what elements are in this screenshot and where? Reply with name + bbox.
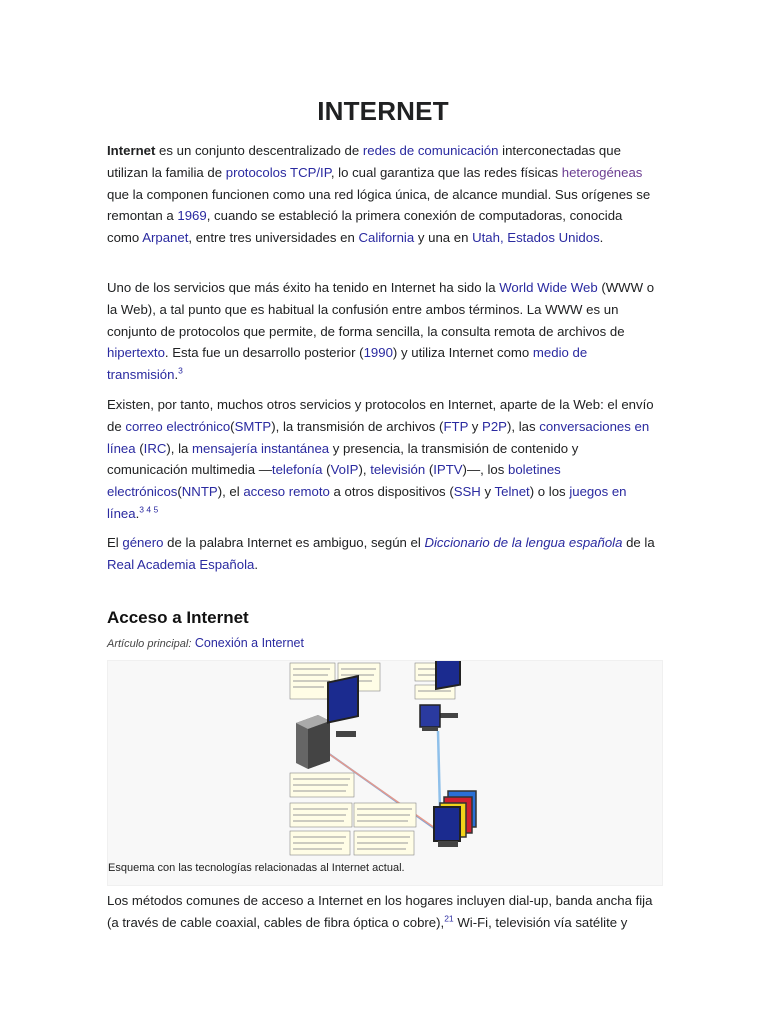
link-redes-de-comunicacion[interactable]: redes de comunicación <box>362 143 499 158</box>
monitor-icon <box>436 661 460 689</box>
link-telnet[interactable]: Telnet <box>494 484 530 500</box>
paragraph-services: Existen, por tanto, muchos otros servicios y protocolos en Internet, aparte de la Web: el envío de correo electrónico(SMTP), la transmisión de archivos (FTP y P2P), las conversaciones en línea (IRC), la mensajería instantánea y presencia, la transmisión de contenido y comunicación multimedia —telefonía (VoIP), televisión (IPTV)—, los boletines electrónicos(NNTP), el acceso remoto a otros dispositivos (SSH y Telnet) o los juegos en línea.$^{3 4 5}$ <box>107 397 654 521</box>
section-heading: Acceso a Internet <box>107 608 249 627</box>
link-television[interactable]: televisión <box>370 462 426 478</box>
link-correo-electronico[interactable]: correo electrónico <box>125 418 231 434</box>
paragraph-genero: El género de la palabra Internet es ambiguo, según el Diccionario de la lengua española de la Real Academia Española. <box>107 535 655 572</box>
link-arpanet[interactable]: Arpanet <box>142 230 189 246</box>
link-ssh[interactable]: SSH <box>453 484 481 500</box>
paragraph-access-methods: Los métodos comunes de acceso a Internet en los hogares incluyen dial-up, banda ancha fija (a través de cable coaxial, cables de fibra óptica o cobre),$^{21}$ Wi-Fi, televisión vía satélite y <box>107 893 653 930</box>
link-p2p[interactable]: P2P <box>482 418 507 434</box>
main-article-note: Artículo principal: Conexión a Internet <box>107 636 304 650</box>
link-medio-de-transmision[interactable]: medio de transmisión <box>107 345 588 383</box>
link-telefonia[interactable]: telefonía <box>271 462 323 478</box>
link-nntp[interactable]: NNTP <box>181 484 218 500</box>
link-1990[interactable]: 1990 <box>363 345 393 361</box>
link-world-wide-web[interactable]: World Wide Web <box>499 280 598 295</box>
link-mensajeria-instantanea[interactable]: mensajería instantánea <box>192 440 330 456</box>
monitor-icon <box>434 807 460 841</box>
reference-link[interactable]: 3 <box>178 365 183 376</box>
link-conversaciones-en-linea[interactable]: conversaciones en línea <box>107 418 650 456</box>
reference-link[interactable]: 21 <box>444 913 454 924</box>
reference-links[interactable]: 3 4 5 <box>139 504 159 515</box>
figure-caption: Esquema con las tecnologías relacionadas al Internet actual. <box>108 862 405 874</box>
link-juegos-en-linea[interactable]: juegos en línea <box>107 484 627 521</box>
link-1969[interactable]: 1969 <box>177 208 207 224</box>
link-irc[interactable]: IRC <box>143 440 167 456</box>
link-acceso-remoto[interactable]: acceso remoto <box>243 484 330 500</box>
link-utah-estados-unidos[interactable]: Utah, Estados Unidos <box>472 230 600 246</box>
figure-internet-scheme <box>107 660 663 886</box>
link-hipertexto[interactable]: hipertexto <box>107 345 165 361</box>
page-title: INTERNET <box>317 96 449 126</box>
internet-diagram-image[interactable] <box>288 661 488 861</box>
link-boletines-electronicos[interactable]: boletines electrónicos <box>107 462 561 500</box>
paragraph-www: Uno de los servicios que más éxito ha tenido en Internet ha sido la World Wide Web (WWW o la Web), a tal punto que es habitual la confusión entre ambos términos. La WWW es un conjunto de protocolos que permite, de forma sencilla, la consulta remota de archivos de hipertexto. Esta fue un desarrollo posterior (1990) y utiliza Internet como medio de transmisión.$^3$ <box>107 280 655 383</box>
monitor-icon <box>420 705 440 727</box>
link-smtp[interactable]: SMTP <box>234 418 272 434</box>
paragraph-intro: Internet es un conjunto descentralizado de redes de comunicación interconectadas que utilizan la familia de protocolos TCP/IP, lo cual garantiza que las redes físicas heterogéneas que la componen funcionen como una red lógica única, de alcance mundial. Sus orígenes se remontan a 1969, cuando se estableció la primera conexión de computadoras, conocida como Arpanet, entre tres universidades en California y una en Utah, Estados Unidos. <box>107 143 651 246</box>
link-diccionario[interactable]: Diccionario de la lengua española <box>424 535 623 550</box>
link-voip[interactable]: VoIP <box>330 462 359 478</box>
link-conexion-a-internet[interactable]: Conexión a Internet <box>194 636 304 650</box>
link-iptv[interactable]: IPTV <box>433 462 463 478</box>
link-real-academia-espanola[interactable]: Real Academia Española <box>107 556 255 572</box>
link-ftp[interactable]: FTP <box>443 418 469 434</box>
link-protocolos-tcp-ip[interactable]: protocolos TCP/IP <box>225 164 331 180</box>
connection-line <box>438 731 440 811</box>
link-genero[interactable]: género <box>122 535 164 550</box>
link-california[interactable]: California <box>358 230 415 246</box>
link-heterogeneas[interactable]: heterogéneas <box>561 164 643 180</box>
monitor-icon <box>328 676 358 722</box>
